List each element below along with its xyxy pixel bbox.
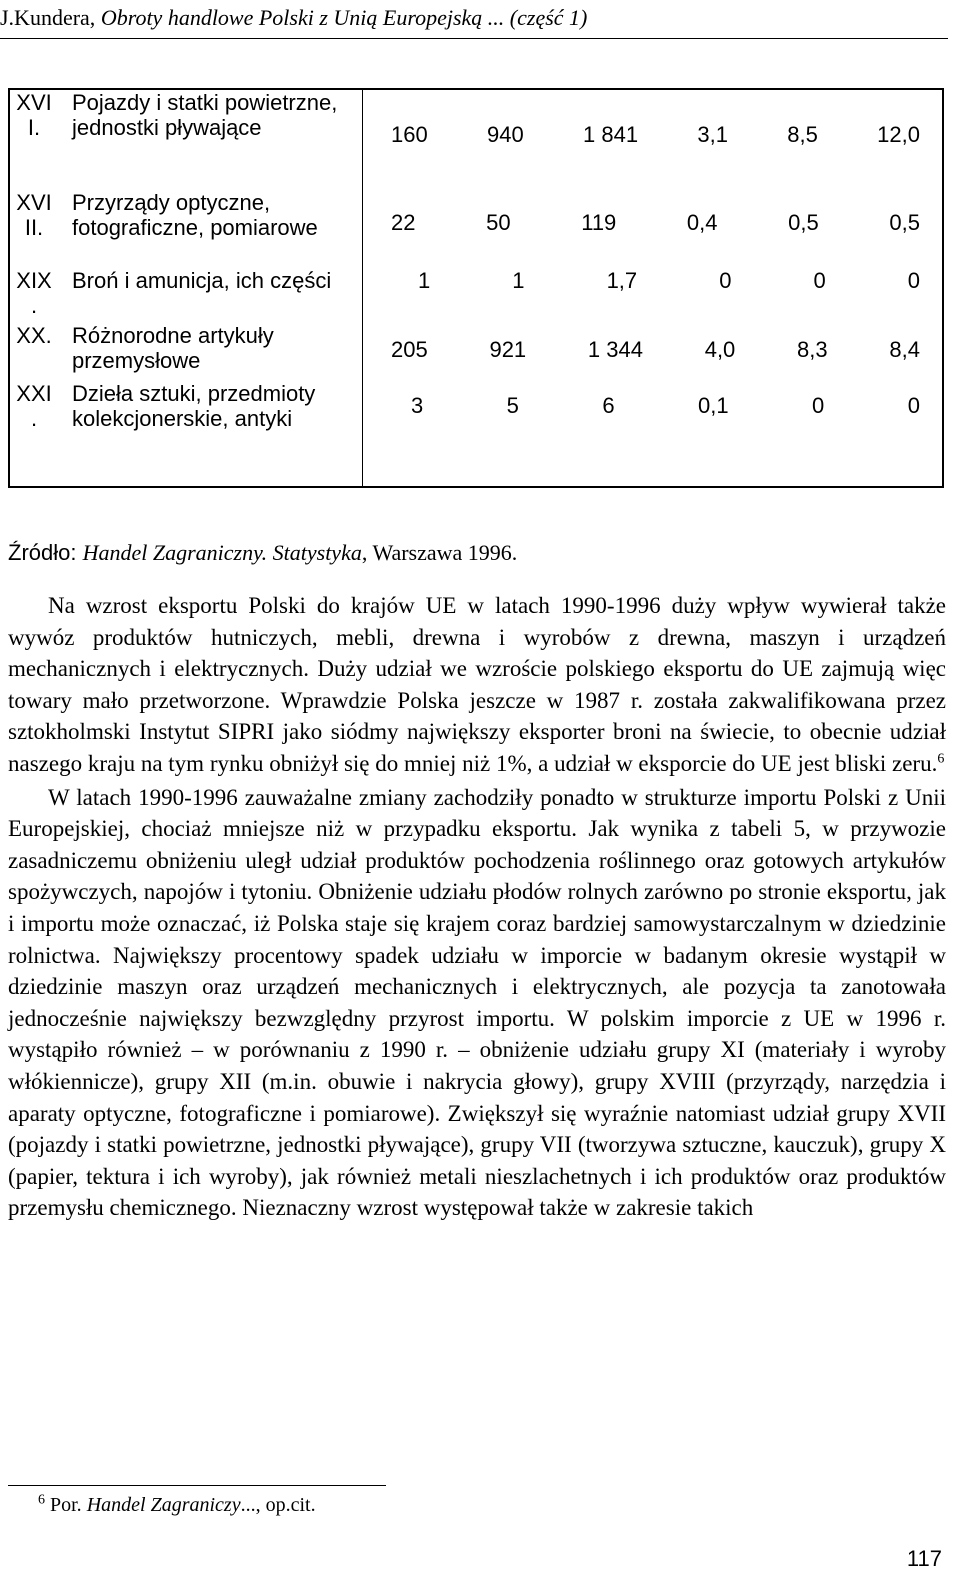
row-name: Przyrządy optyczne, fotograficzne, pomiarowe — [72, 190, 318, 240]
value-cell: 0 — [907, 393, 920, 418]
running-header — [0, 0, 948, 39]
value-cell: 0,4 — [686, 210, 718, 235]
row-code: XXI . — [16, 381, 52, 431]
value-cell: 3,1 — [697, 122, 728, 147]
value-cell: 0,1 — [698, 393, 729, 418]
trade-table — [8, 88, 944, 488]
table-row — [9, 268, 943, 323]
value-cell: 940 — [487, 122, 524, 147]
table-row — [9, 190, 943, 268]
value-cell: 6 — [602, 393, 615, 418]
value-cell: 160 — [391, 122, 428, 147]
value-cell: 0,5 — [788, 210, 819, 235]
header-title: Obroty handlowe Polski z Unią Europejską ... (część 1) — [100, 5, 588, 30]
value-cell: 1 — [512, 268, 525, 293]
value-cell: 8,5 — [787, 122, 818, 147]
value-cell: 205 — [391, 337, 428, 362]
table-row — [9, 89, 943, 190]
source-title: Handel Zagraniczny. Statystyka — [82, 540, 362, 565]
value-cell: 50 — [486, 210, 511, 235]
footnote-divider — [8, 1485, 386, 1486]
value-cell: 5 — [506, 393, 519, 418]
value-cell: 22 — [391, 210, 416, 235]
row-name: Pojazdy i statki powietrzne, jednostki pływające — [72, 90, 338, 140]
value-cell: 1 344 — [587, 337, 643, 362]
value-cell: 0 — [813, 268, 826, 293]
page-number: 117 — [906, 1546, 942, 1571]
value-cell: 8,3 — [797, 337, 828, 362]
row-values — [363, 323, 942, 362]
table-row — [9, 381, 943, 487]
source-label: Źródło: — [8, 540, 83, 565]
value-cell: 3 — [411, 393, 424, 418]
paragraph: Na wzrost eksportu Polski do krajów UE w latach 1990-1996 duży wpływ wywierał także wywóz produktów hutniczych, mebli, drewna i wyrobów z drewna, maszyn i urządzeń mechanicznych i elektrycznych. Duży udział we wzroście polskiego eksportu do UE zajmują więc towary mało przetworzone. Wprawdzie Polska jeszcze w 1987 r. została zakwalifikowana przez sztokholmski Instytut SIPRI jako siódmy największy eksporter broni na świecie, to obecnie udział naszego kraju na tym rynku obniżył się do mniej niż 1%, a udział w eksporcie do UE jest bliski zeru.$^6$ — [8, 593, 946, 776]
table-row — [9, 323, 943, 381]
source-rest: , Warszawa 1996. — [361, 540, 518, 565]
value-cell: 1 — [418, 268, 431, 293]
row-name: Broń i amunicja, ich części — [72, 268, 332, 293]
value-cell: 4,0 — [704, 337, 736, 362]
row-name: Dzieła sztuki, przedmioty kolekcjonerskie, antyki — [72, 381, 316, 431]
value-cell: 0 — [907, 268, 920, 293]
table-source — [8, 540, 517, 566]
footnote-title: Handel Zagraniczy — [86, 1494, 241, 1516]
body-text — [8, 590, 946, 1224]
row-values — [363, 90, 942, 147]
value-cell: 0 — [812, 393, 825, 418]
value-cell: 1,7 — [606, 268, 638, 293]
row-values — [363, 381, 942, 418]
value-cell: 119 — [581, 210, 617, 235]
value-cell: 0 — [719, 268, 732, 293]
row-values — [363, 268, 942, 293]
row-values — [363, 190, 942, 235]
footnote-number: 6 — [38, 1492, 45, 1508]
row-code: XX. — [16, 323, 52, 348]
footnote: $^6$ Por. Handel Zagraniczy..., op.cit. — [38, 1492, 316, 1516]
row-code: XVI I. — [16, 90, 52, 140]
row-code: XVI II. — [16, 190, 52, 240]
footnote-ref[interactable]: 6 — [937, 751, 945, 767]
header-author: J.Kundera, — [0, 5, 101, 30]
row-name: Różnorodne artykuły przemysłowe — [72, 323, 274, 373]
value-cell: 921 — [489, 337, 527, 362]
value-cell: 0,5 — [889, 210, 920, 235]
value-cell: 12,0 — [877, 122, 920, 147]
paragraph: W latach 1990-1996 zauważalne zmiany zachodziły ponadto w strukturze importu Polski z Unii Europejskiej, chociaż mniejsze niż w przypadku eksportu. Jak wynika z tabeli 5, w przywozie zasadniczemu obniżeniu uległ udział produktów pochodzenia roślinnego oraz gotowych artykułów spożywczych, napojów i tytoniu. Obniżenie udziału płodów rolnych zarówno po stronie eksportu, jak i importu może oznaczać, iż Polska staje się krajem coraz bardziej samowystarczalnym w dziedzinie rolnictwa. Największy procentowy spadek udziału w imporcie w badanym okresie wystąpił w dziedzinie maszyn oraz urządzeń mechanicznych i elektrycznych, ale pozycja ta zanotowała jednocześnie największy bezwzględny przyrost importu. W polskim imporcie z UE w 1996 r. wystąpiło również – w porównaniu z 1990 r. – obniżenie udziału grupy XI (materiały i wyroby włókiennicze), grupy XII (m.in. obuwie i nakrycia głowy), grupy XVIII (przyrządy, narzędzia i aparaty optyczne, fotograficzne i pomiarowe). Zwiększył się wyraźnie natomiast udział grupy XVII (pojazdy i statki powietrzne, jednostki pływające), grupy VII (tworzywa sztuczne, kauczuk), grupy X (papier, tektura i ich wyroby), jak również metali nieszlachetnych i ich produktów oraz produktów przemysłu chemicznego. Nieznaczny wzrost występował także w zakresie takich — [8, 784, 946, 1221]
value-cell: 8,4 — [889, 337, 920, 362]
value-cell: 1 841 — [583, 122, 639, 147]
row-code: XIX . — [16, 268, 52, 318]
